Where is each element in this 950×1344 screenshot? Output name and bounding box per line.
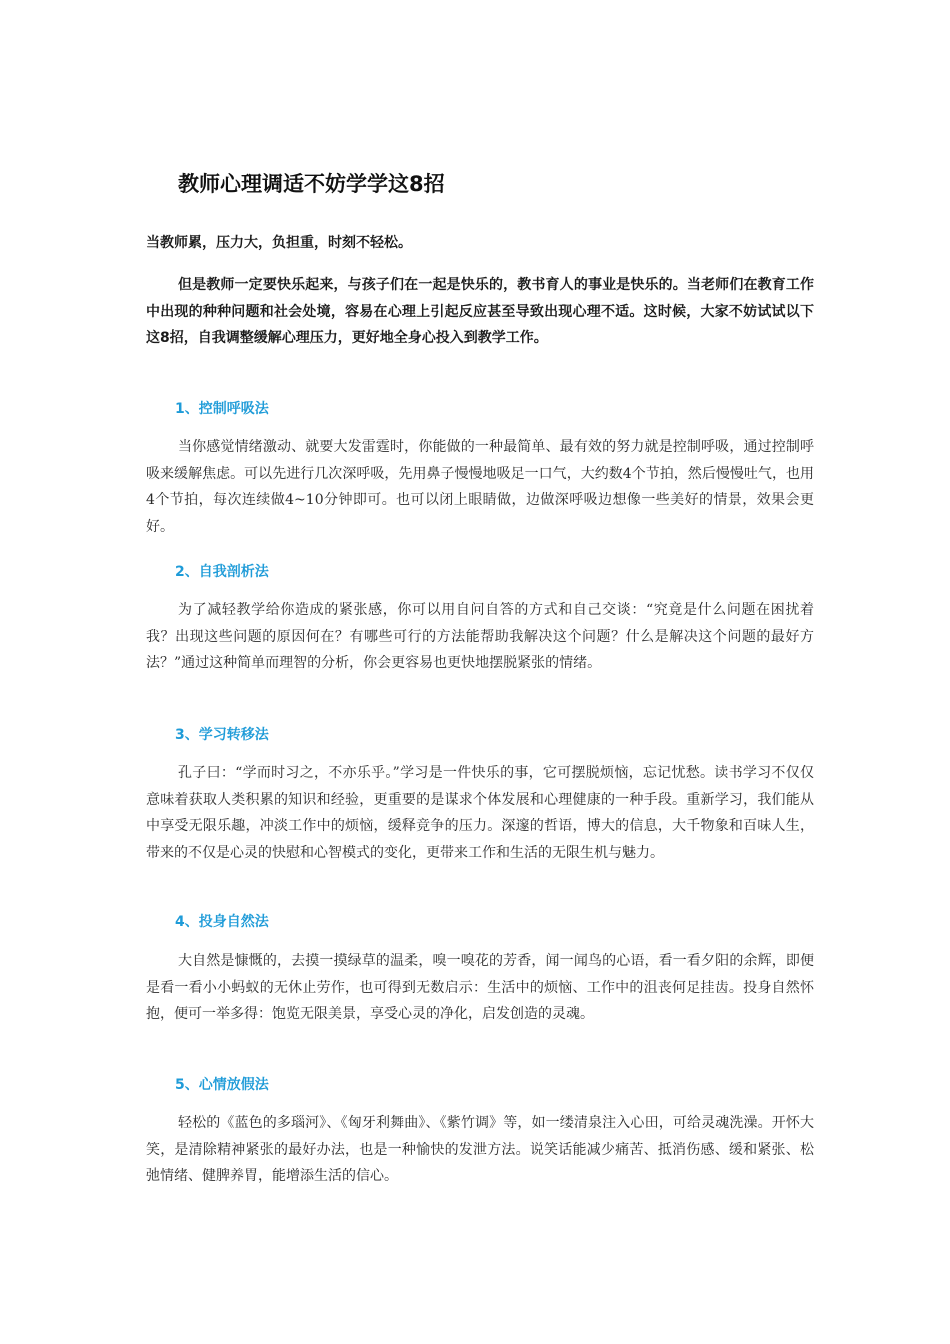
section-body-3: 孔子曰：“学而时习之，不亦乐乎。”学习是一件快乐的事，它可摆脱烦恼，忘记忧愁。读书学习不仅仅意味着获取人类积累的知识和经验，更重要的是谋求个体发展和心理健康的一种手段。重新学习，我们能从中享受无限乐趣，冲淡工作中的烦恼，缓释竞争的压力。深邃的哲语，博大的信息，大千物象和百味人生，带来的不仅是心灵的快慰和心智模式的变化，更带来工作和生活的无限生机与魅力。 xyxy=(146,765,814,861)
section-heading-4: 4、投身自然法 xyxy=(175,914,269,930)
section-heading-1: 1、控制呼吸法 xyxy=(175,401,269,417)
section-body-2: 为了减轻教学给你造成的紧张感，你可以用自问自答的方式和自己交谈：“究竟是什么问题在困扰着我？出现这些问题的原因何在？有哪些可行的方法能帮助我解决这个问题？什么是解决这个问题的最好方法？”通过这种简单而理智的分析，你会更容易也更快地摆脱紧张的情绪。 xyxy=(146,602,814,671)
section-body-5: 轻松的《蓝色的多瑙河》、《匈牙利舞曲》、《紫竹调》等，如一缕清泉注入心田，可给灵魂洗澡。开怀大笑，是清除精神紧张的最好办法，也是一种愉快的发泄方法。说笑话能减少痛苦、抵消伤感、缓和紧张、松弛情绪、健脾养胃，能增添生活的信心。 xyxy=(146,1115,814,1184)
document-title: 教师心理调适不妨学学这8招 xyxy=(178,172,445,196)
section-body-4: 大自然是慷慨的，去摸一摸绿草的温柔，嗅一嗅花的芳香，闻一闻鸟的心语，看一看夕阳的余辉，即便是看一看小小蚂蚁的无休止劳作，也可得到无数启示：生活中的烦恼、工作中的沮丧何足挂齿。投身自然怀抱，便可一举多得：饱览无限美景，享受心灵的净化，启发创造的灵魂。 xyxy=(146,953,814,1022)
lead-sentence: 当教师累，压力大，负担重，时刻不轻松。 xyxy=(146,235,412,251)
section-body-1: 当你感觉情绪激动、就要大发雷霆时，你能做的一种最简单、最有效的努力就是控制呼吸，通过控制呼吸来缓解焦虑。可以先进行几次深呼吸，先用鼻子慢慢地吸足一口气，大约数4个节拍，然后慢慢吐气，也用4个节拍，每次连续做4~10分钟即可。也可以闭上眼睛做，边做深呼吸边想像一些美好的情景，效果会更好。 xyxy=(146,439,814,535)
section-heading-3: 3、学习转移法 xyxy=(175,727,269,743)
section-heading-2: 2、自我剖析法 xyxy=(175,564,269,580)
intro-paragraph: 但是教师一定要快乐起来，与孩子们在一起是快乐的，教书育人的事业是快乐的。当老师们在教育工作中出现的种种问题和社会处境，容易在心理上引起反应甚至导致出现心理不适。这时候，大家不妨试试以下这8招，自我调整缓解心理压力，更好地全身心投入到教学工作。 xyxy=(146,277,814,346)
section-heading-5: 5、心情放假法 xyxy=(175,1077,269,1093)
